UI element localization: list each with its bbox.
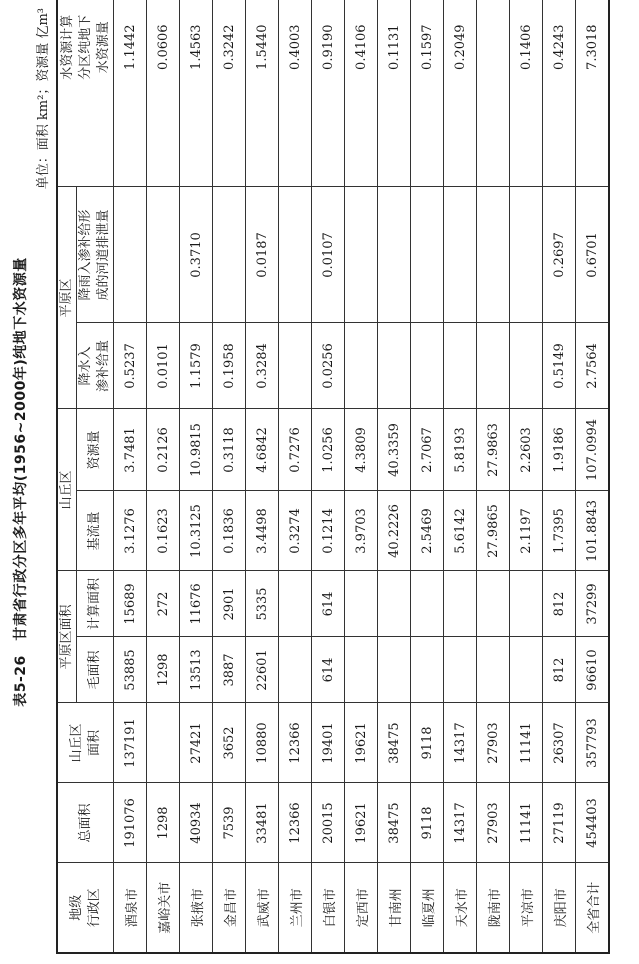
- header-total-area: 总面积: [57, 783, 114, 863]
- cell-net-groundwater: 1.1442: [114, 0, 147, 187]
- cell-baseflow: 2.1197: [510, 491, 543, 571]
- cell-mountain-area: 38475: [378, 703, 411, 783]
- cell-mountain-area: 10880: [246, 703, 279, 783]
- cell-mountain-resource: 5.8193: [444, 409, 477, 491]
- cell-plain-gross: [477, 637, 510, 703]
- table-row: [576, 0, 610, 953]
- cell-region: 临夏州: [411, 863, 444, 953]
- cell-mountain-resource: 1.9186: [543, 409, 576, 491]
- cell-plain-gross: 13513: [180, 637, 213, 703]
- table-row: [114, 0, 147, 953]
- cell-net-groundwater: 0.2049: [444, 0, 477, 187]
- header-precip-recharge: 降水入 渗补给量: [77, 323, 114, 409]
- cell-region: 全省合计: [576, 863, 610, 953]
- cell-baseflow: 0.1214: [312, 491, 345, 571]
- cell-precip-discharge: [411, 187, 444, 323]
- cell-precip-discharge: [444, 187, 477, 323]
- table-row: [345, 0, 378, 953]
- cell-plain-calc: [510, 571, 543, 637]
- header-region: 地级 行政区: [57, 863, 114, 953]
- cell-region: 兰州市: [279, 863, 312, 953]
- cell-precip-discharge: [345, 187, 378, 323]
- cell-region: 定西市: [345, 863, 378, 953]
- header-plain-calc: 计算面积: [77, 571, 114, 637]
- cell-plain-calc: 272: [147, 571, 180, 637]
- cell-precip-recharge: [510, 323, 543, 409]
- table-row: [246, 0, 279, 953]
- header-mountain-resource: 资源量: [77, 409, 114, 491]
- cell-net-groundwater: 0.9190: [312, 0, 345, 187]
- cell-mountain-area: 3652: [213, 703, 246, 783]
- cell-mountain-resource: 4.6842: [246, 409, 279, 491]
- header-net-groundwater: 水资源计算 分区纯地下 水资源量: [57, 0, 114, 187]
- cell-plain-gross: [279, 637, 312, 703]
- cell-total-area: 38475: [378, 783, 411, 863]
- cell-mountain-area: 12366: [279, 703, 312, 783]
- cell-region: 金昌市: [213, 863, 246, 953]
- cell-total-area: 11141: [510, 783, 543, 863]
- cell-plain-calc: [411, 571, 444, 637]
- cell-plain-gross: 22601: [246, 637, 279, 703]
- table-row: [378, 0, 411, 953]
- cell-plain-calc: [345, 571, 378, 637]
- cell-precip-recharge: 0.5237: [114, 323, 147, 409]
- cell-mountain-resource: 27.9863: [477, 409, 510, 491]
- cell-region: 酒泉市: [114, 863, 147, 953]
- cell-region: 张掖市: [180, 863, 213, 953]
- cell-mountain-area: 27421: [180, 703, 213, 783]
- cell-total-area: 14317: [444, 783, 477, 863]
- cell-precip-discharge: [378, 187, 411, 323]
- cell-region: 嘉峪关市: [147, 863, 180, 953]
- cell-precip-recharge: [279, 323, 312, 409]
- cell-total-area: 7539: [213, 783, 246, 863]
- cell-plain-calc: 37299: [576, 571, 610, 637]
- table-row: [444, 0, 477, 953]
- table-row: [543, 0, 576, 953]
- cell-mountain-area: 19621: [345, 703, 378, 783]
- table-row: [279, 0, 312, 953]
- cell-mountain-resource: 1.0256: [312, 409, 345, 491]
- cell-plain-calc: 2901: [213, 571, 246, 637]
- unit-note: 单位：面积 km²；资源量 亿m³: [36, 8, 51, 190]
- cell-net-groundwater: [477, 0, 510, 187]
- cell-precip-discharge: [510, 187, 543, 323]
- cell-mountain-resource: 2.2603: [510, 409, 543, 491]
- cell-net-groundwater: 0.4243: [543, 0, 576, 187]
- cell-precip-discharge: 0.2697: [543, 187, 576, 323]
- cell-total-area: 40934: [180, 783, 213, 863]
- cell-precip-discharge: [114, 187, 147, 323]
- cell-mountain-resource: 10.9815: [180, 409, 213, 491]
- cell-plain-gross: 812: [543, 637, 576, 703]
- table-row: [180, 0, 213, 953]
- cell-total-area: 19621: [345, 783, 378, 863]
- cell-plain-calc: [444, 571, 477, 637]
- cell-mountain-resource: 0.2126: [147, 409, 180, 491]
- cell-plain-gross: [444, 637, 477, 703]
- cell-precip-discharge: 0.6701: [576, 187, 610, 323]
- cell-plain-calc: 812: [543, 571, 576, 637]
- cell-baseflow: 10.3125: [180, 491, 213, 571]
- cell-precip-discharge: [477, 187, 510, 323]
- cell-mountain-area: 27903: [477, 703, 510, 783]
- cell-net-groundwater: 0.3242: [213, 0, 246, 187]
- cell-total-area: 33481: [246, 783, 279, 863]
- cell-mountain-resource: 0.3118: [213, 409, 246, 491]
- cell-net-groundwater: 0.4106: [345, 0, 378, 187]
- cell-mountain-area: 26307: [543, 703, 576, 783]
- cell-plain-calc: [378, 571, 411, 637]
- table-row: [213, 0, 246, 953]
- table-row: [510, 0, 543, 953]
- cell-baseflow: 1.7395: [543, 491, 576, 571]
- cell-plain-gross: 1298: [147, 637, 180, 703]
- cell-precip-recharge: 1.1579: [180, 323, 213, 409]
- cell-total-area: 27903: [477, 783, 510, 863]
- cell-baseflow: 5.6142: [444, 491, 477, 571]
- cell-mountain-area: 137191: [114, 703, 147, 783]
- table-row: [477, 0, 510, 953]
- header-mountain-group: 山丘区: [57, 409, 77, 571]
- cell-region: 甘南州: [378, 863, 411, 953]
- cell-mountain-resource: 2.7067: [411, 409, 444, 491]
- cell-mountain-resource: 3.7481: [114, 409, 147, 491]
- cell-baseflow: 3.1276: [114, 491, 147, 571]
- cell-region: 平凉市: [510, 863, 543, 953]
- header-plain-group: 平原区: [57, 187, 77, 409]
- cell-plain-calc: 5335: [246, 571, 279, 637]
- cell-baseflow: 40.2226: [378, 491, 411, 571]
- header-plain-area: 平原区面积: [57, 571, 77, 703]
- cell-net-groundwater: 1.4563: [180, 0, 213, 187]
- cell-precip-recharge: 0.0256: [312, 323, 345, 409]
- cell-precip-recharge: [345, 323, 378, 409]
- cell-plain-gross: 96610: [576, 637, 610, 703]
- cell-region: 白银市: [312, 863, 345, 953]
- header-plain-gross: 毛面积: [77, 637, 114, 703]
- cell-baseflow: 0.3274: [279, 491, 312, 571]
- cell-precip-recharge: [378, 323, 411, 409]
- table-row: [312, 0, 345, 953]
- cell-plain-calc: 11676: [180, 571, 213, 637]
- cell-mountain-area: [147, 703, 180, 783]
- cell-mountain-resource: 4.3809: [345, 409, 378, 491]
- cell-net-groundwater: 7.3018: [576, 0, 610, 187]
- cell-precip-recharge: 0.3284: [246, 323, 279, 409]
- cell-precip-discharge: 0.3710: [180, 187, 213, 323]
- cell-net-groundwater: 0.1131: [378, 0, 411, 187]
- cell-baseflow: 0.1836: [213, 491, 246, 571]
- cell-precip-recharge: 0.1958: [213, 323, 246, 409]
- cell-precip-recharge: 0.0101: [147, 323, 180, 409]
- cell-region: 天水市: [444, 863, 477, 953]
- cell-baseflow: 3.9703: [345, 491, 378, 571]
- cell-mountain-resource: 40.3359: [378, 409, 411, 491]
- header-precip-discharge: 降雨入渗补给形 成的河道排泄量: [77, 187, 114, 323]
- cell-plain-gross: 53885: [114, 637, 147, 703]
- cell-baseflow: 0.1623: [147, 491, 180, 571]
- cell-region: 陇南市: [477, 863, 510, 953]
- cell-plain-calc: 614: [312, 571, 345, 637]
- cell-plain-gross: 614: [312, 637, 345, 703]
- cell-mountain-area: 14317: [444, 703, 477, 783]
- cell-precip-discharge: [279, 187, 312, 323]
- cell-region: 武威市: [246, 863, 279, 953]
- cell-total-area: 27119: [543, 783, 576, 863]
- cell-precip-discharge: 0.0107: [312, 187, 345, 323]
- cell-total-area: 12366: [279, 783, 312, 863]
- cell-plain-gross: [510, 637, 543, 703]
- cell-plain-calc: 15689: [114, 571, 147, 637]
- cell-precip-discharge: [213, 187, 246, 323]
- cell-net-groundwater: 0.1406: [510, 0, 543, 187]
- cell-mountain-resource: 0.7276: [279, 409, 312, 491]
- cell-precip-recharge: [411, 323, 444, 409]
- cell-total-area: 20015: [312, 783, 345, 863]
- cell-precip-recharge: [444, 323, 477, 409]
- cell-precip-recharge: 2.7564: [576, 323, 610, 409]
- cell-baseflow: 2.5469: [411, 491, 444, 571]
- cell-baseflow: 101.8843: [576, 491, 610, 571]
- cell-total-area: 1298: [147, 783, 180, 863]
- cell-net-groundwater: 1.5440: [246, 0, 279, 187]
- cell-mountain-area: 357793: [576, 703, 610, 783]
- cell-net-groundwater: 0.0606: [147, 0, 180, 187]
- header-baseflow: 基流量: [77, 491, 114, 571]
- table-row: [147, 0, 180, 953]
- cell-total-area: 454403: [576, 783, 610, 863]
- cell-plain-gross: [345, 637, 378, 703]
- table-row: [411, 0, 444, 953]
- cell-total-area: 9118: [411, 783, 444, 863]
- cell-baseflow: 27.9865: [477, 491, 510, 571]
- cell-plain-gross: 3887: [213, 637, 246, 703]
- header-mountain-area: 山丘区 面积: [57, 703, 114, 783]
- cell-precip-discharge: [147, 187, 180, 323]
- groundwater-table: [56, 0, 610, 954]
- cell-net-groundwater: 0.4003: [279, 0, 312, 187]
- cell-baseflow: 3.4498: [246, 491, 279, 571]
- cell-region: 庆阳市: [543, 863, 576, 953]
- cell-total-area: 191076: [114, 783, 147, 863]
- cell-precip-recharge: 0.5149: [543, 323, 576, 409]
- cell-mountain-area: 19401: [312, 703, 345, 783]
- cell-mountain-resource: 107.0994: [576, 409, 610, 491]
- table-title: 表5-26 甘肃省行政分区多年平均(1956~2000年)纯地下水资源量: [13, 257, 29, 707]
- cell-mountain-area: 9118: [411, 703, 444, 783]
- cell-plain-gross: [378, 637, 411, 703]
- table-body: [114, 0, 610, 953]
- cell-net-groundwater: 0.1597: [411, 0, 444, 187]
- cell-plain-calc: [279, 571, 312, 637]
- cell-precip-discharge: 0.0187: [246, 187, 279, 323]
- cell-plain-calc: [477, 571, 510, 637]
- cell-mountain-area: 11141: [510, 703, 543, 783]
- cell-precip-recharge: [477, 323, 510, 409]
- cell-plain-gross: [411, 637, 444, 703]
